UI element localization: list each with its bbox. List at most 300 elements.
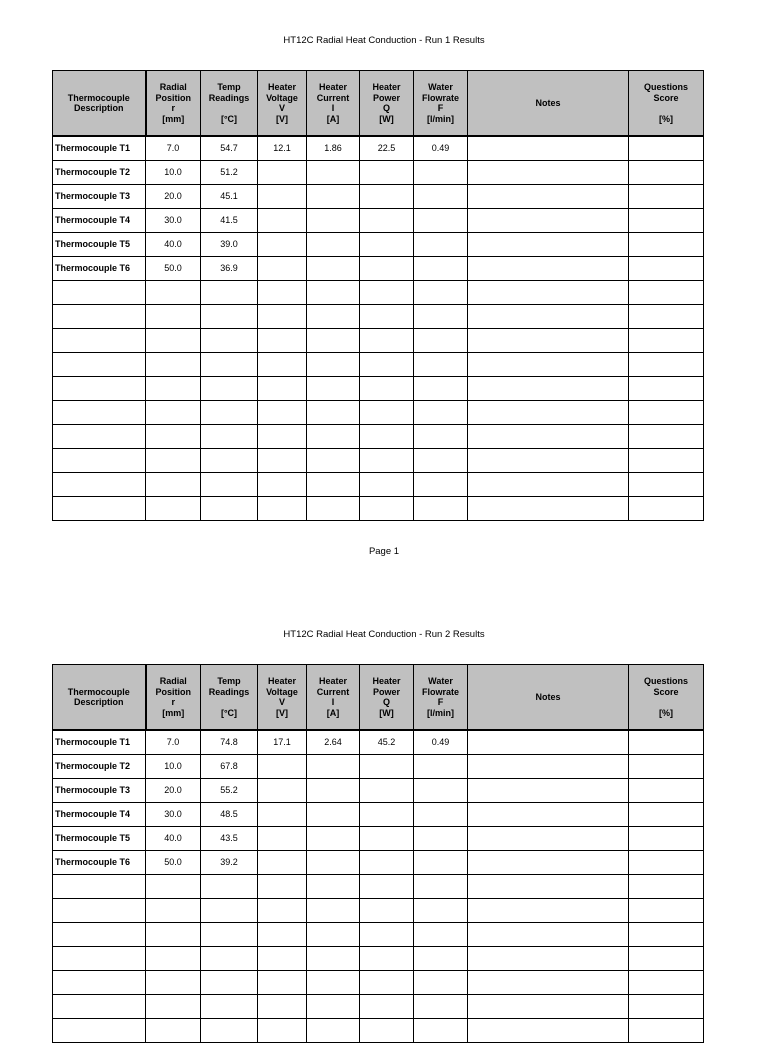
cell-heater-power (360, 376, 414, 400)
cell-heater-power (360, 802, 414, 826)
header-line: [l/min] (427, 707, 454, 718)
table-row (53, 826, 704, 850)
cell-heater-voltage (258, 850, 307, 874)
cell-heater-voltage (258, 208, 307, 232)
cell-heater-voltage (258, 304, 307, 328)
header-line: Questions (643, 82, 688, 92)
cell-temp-reading: 39.2 (201, 850, 258, 874)
cell-heater-voltage (258, 376, 307, 400)
cell-notes (468, 472, 629, 496)
cell-notes (468, 256, 629, 280)
cell-radial-position: 20.0 (146, 184, 201, 208)
cell-heater-power: 45.2 (360, 730, 414, 754)
table-row (53, 898, 704, 922)
cell-heater-voltage (258, 754, 307, 778)
header-line: Position (155, 92, 191, 103)
header-description (53, 665, 146, 731)
header-line (629, 103, 703, 114)
cell-heater-current (307, 304, 360, 328)
cell-temp-reading: 36.9 (201, 256, 258, 280)
header-line: Description (73, 103, 124, 113)
cell-water-flowrate (414, 874, 468, 898)
cell-notes (468, 304, 629, 328)
header-line: I (331, 103, 335, 113)
header-line: Flowrate (421, 92, 459, 103)
cell-temp-reading: 54.7 (201, 136, 258, 160)
cell-radial-position: 50.0 (146, 256, 201, 280)
table-row (53, 946, 704, 970)
cell-radial-position: 40.0 (146, 232, 201, 256)
cell-heater-current (307, 352, 360, 376)
table-row (53, 730, 704, 754)
cell-temp-reading: 55.2 (201, 778, 258, 802)
header-questions-score (629, 71, 704, 137)
cell-notes (468, 160, 629, 184)
table-row (53, 160, 704, 184)
cell-notes (468, 328, 629, 352)
cell-description (53, 328, 146, 352)
header-line: Description (73, 697, 124, 707)
cell-description: Thermocouple T1 (53, 730, 146, 754)
cell-heater-voltage (258, 826, 307, 850)
cell-radial-position (146, 946, 201, 970)
cell-heater-power (360, 400, 414, 424)
cell-water-flowrate (414, 424, 468, 448)
header-heater-current (307, 665, 360, 731)
cell-heater-voltage (258, 352, 307, 376)
cell-heater-voltage (258, 160, 307, 184)
table-row (53, 184, 704, 208)
table-row (53, 778, 704, 802)
header-line: Temp (217, 676, 241, 686)
cell-radial-position: 7.0 (146, 730, 201, 754)
cell-temp-reading (201, 424, 258, 448)
cell-questions-score (629, 898, 704, 922)
cell-questions-score (629, 352, 704, 376)
cell-questions-score (629, 970, 704, 994)
table-row (53, 424, 704, 448)
cell-description (53, 304, 146, 328)
header-line: Heater (372, 676, 401, 686)
cell-description: Thermocouple T6 (53, 256, 146, 280)
cell-description (53, 280, 146, 304)
cell-heater-current (307, 448, 360, 472)
cell-water-flowrate (414, 970, 468, 994)
header-water-flowrate (414, 71, 468, 137)
cell-description: Thermocouple T3 (53, 184, 146, 208)
header-line: V (278, 103, 285, 113)
header-heater-power (360, 665, 414, 731)
header-heater-current (307, 71, 360, 137)
cell-heater-power (360, 184, 414, 208)
cell-description: Thermocouple T3 (53, 778, 146, 802)
cell-heater-voltage (258, 184, 307, 208)
cell-water-flowrate (414, 448, 468, 472)
cell-radial-position (146, 1018, 201, 1042)
cell-water-flowrate (414, 946, 468, 970)
run1-title: HT12C Radial Heat Conduction - Run 1 Results (283, 35, 485, 46)
cell-questions-score (629, 946, 704, 970)
cell-water-flowrate (414, 496, 468, 520)
cell-questions-score (629, 922, 704, 946)
cell-heater-voltage (258, 898, 307, 922)
cell-radial-position (146, 994, 201, 1018)
cell-heater-current (307, 280, 360, 304)
cell-heater-power (360, 208, 414, 232)
cell-heater-power (360, 922, 414, 946)
cell-heater-voltage (258, 400, 307, 424)
cell-description (53, 970, 146, 994)
header-line: [°C] (220, 707, 238, 718)
cell-water-flowrate (414, 1018, 468, 1042)
table-row (53, 850, 704, 874)
cell-heater-current (307, 160, 360, 184)
cell-heater-power (360, 898, 414, 922)
cell-radial-position: 50.0 (146, 850, 201, 874)
cell-notes (468, 184, 629, 208)
header-line: Q (382, 697, 390, 707)
cell-notes (468, 400, 629, 424)
cell-heater-current (307, 376, 360, 400)
cell-notes (468, 352, 629, 376)
header-radial-position (146, 71, 201, 137)
header-radial-position (146, 665, 201, 731)
cell-water-flowrate (414, 328, 468, 352)
run2-results-table (52, 664, 704, 1043)
header-line: r (171, 697, 175, 707)
cell-radial-position (146, 922, 201, 946)
table-row (53, 232, 704, 256)
cell-notes (468, 448, 629, 472)
cell-heater-current (307, 970, 360, 994)
header-line: Water (428, 676, 453, 686)
cell-heater-current (307, 754, 360, 778)
cell-heater-current (307, 946, 360, 970)
cell-temp-reading (201, 376, 258, 400)
cell-notes (468, 874, 629, 898)
header-row (53, 71, 704, 137)
cell-water-flowrate (414, 472, 468, 496)
cell-description (53, 922, 146, 946)
cell-water-flowrate (414, 376, 468, 400)
cell-notes (468, 946, 629, 970)
cell-description: Thermocouple T2 (53, 160, 146, 184)
cell-questions-score (629, 208, 704, 232)
cell-water-flowrate: 0.49 (414, 730, 468, 754)
cell-heater-voltage (258, 328, 307, 352)
cell-heater-power (360, 256, 414, 280)
cell-notes (468, 970, 629, 994)
cell-water-flowrate (414, 232, 468, 256)
table-row (53, 208, 704, 232)
cell-temp-reading (201, 874, 258, 898)
header-line (201, 103, 257, 114)
cell-questions-score (629, 256, 704, 280)
header-notes (468, 665, 629, 731)
cell-description (53, 1018, 146, 1042)
cell-heater-voltage (258, 994, 307, 1018)
cell-heater-voltage (258, 424, 307, 448)
header-questions-score (629, 665, 704, 731)
header-line: Heater (318, 676, 347, 686)
header-notes (468, 71, 629, 137)
cell-description: Thermocouple T2 (53, 754, 146, 778)
cell-radial-position (146, 496, 201, 520)
cell-temp-reading (201, 352, 258, 376)
cell-water-flowrate (414, 400, 468, 424)
cell-water-flowrate (414, 754, 468, 778)
cell-temp-reading: 74.8 (201, 730, 258, 754)
cell-radial-position (146, 970, 201, 994)
cell-description (53, 472, 146, 496)
table-row (53, 400, 704, 424)
cell-radial-position: 10.0 (146, 754, 201, 778)
cell-notes (468, 826, 629, 850)
cell-questions-score (629, 874, 704, 898)
header-line: V (278, 697, 285, 707)
cell-questions-score (629, 280, 704, 304)
cell-questions-score (629, 304, 704, 328)
cell-water-flowrate (414, 304, 468, 328)
cell-notes (468, 898, 629, 922)
cell-notes (468, 754, 629, 778)
run2-title: HT12C Radial Heat Conduction - Run 2 Results (283, 629, 485, 640)
header-line: [%] (659, 113, 673, 124)
cell-questions-score (629, 778, 704, 802)
cell-water-flowrate (414, 352, 468, 376)
cell-temp-reading (201, 946, 258, 970)
cell-temp-reading (201, 922, 258, 946)
cell-heater-power (360, 850, 414, 874)
table-row (53, 754, 704, 778)
cell-heater-current (307, 184, 360, 208)
table-row (53, 304, 704, 328)
cell-description (53, 424, 146, 448)
cell-temp-reading (201, 328, 258, 352)
cell-water-flowrate (414, 826, 468, 850)
header-line: [W] (379, 707, 394, 718)
cell-radial-position: 20.0 (146, 778, 201, 802)
header-line: Thermocouple (67, 686, 130, 697)
cell-notes (468, 232, 629, 256)
cell-heater-power (360, 352, 414, 376)
header-line: [mm] (162, 113, 185, 124)
header-line: Temp (217, 82, 241, 92)
cell-heater-current (307, 874, 360, 898)
cell-questions-score (629, 1018, 704, 1042)
table-row (53, 994, 704, 1018)
cell-description (53, 874, 146, 898)
table-row (53, 802, 704, 826)
header-line: [mm] (162, 707, 185, 718)
header-line: Radial (159, 82, 187, 92)
cell-questions-score (629, 850, 704, 874)
header-line: Questions (643, 676, 688, 686)
cell-heater-voltage (258, 802, 307, 826)
header-line: [A] (326, 113, 340, 124)
cell-water-flowrate (414, 802, 468, 826)
header-heater-voltage (258, 665, 307, 731)
cell-temp-reading (201, 280, 258, 304)
cell-temp-reading: 41.5 (201, 208, 258, 232)
cell-questions-score (629, 802, 704, 826)
cell-notes (468, 376, 629, 400)
cell-questions-score (629, 730, 704, 754)
cell-heater-power (360, 160, 414, 184)
table-row (53, 280, 704, 304)
header-line: Water (428, 82, 453, 92)
table-row (53, 1018, 704, 1042)
table-row (53, 328, 704, 352)
header-description (53, 71, 146, 137)
cell-questions-score (629, 136, 704, 160)
cell-radial-position: 40.0 (146, 826, 201, 850)
cell-heater-voltage (258, 256, 307, 280)
cell-description: Thermocouple T5 (53, 826, 146, 850)
cell-questions-score (629, 472, 704, 496)
cell-notes (468, 922, 629, 946)
cell-water-flowrate (414, 898, 468, 922)
cell-temp-reading (201, 898, 258, 922)
cell-heater-power (360, 424, 414, 448)
cell-heater-voltage (258, 922, 307, 946)
header-line: Current (316, 686, 350, 697)
header-line: [W] (379, 113, 394, 124)
cell-heater-power (360, 232, 414, 256)
header-line: Voltage (266, 92, 298, 103)
header-heater-power (360, 71, 414, 137)
cell-water-flowrate (414, 208, 468, 232)
cell-description: Thermocouple T5 (53, 232, 146, 256)
cell-description: Thermocouple T1 (53, 136, 146, 160)
header-line: Power (372, 92, 400, 103)
header-line (201, 697, 257, 708)
cell-questions-score (629, 754, 704, 778)
cell-heater-current (307, 922, 360, 946)
cell-radial-position (146, 448, 201, 472)
cell-water-flowrate: 0.49 (414, 136, 468, 160)
cell-heater-current (307, 778, 360, 802)
cell-description (53, 400, 146, 424)
cell-description (53, 946, 146, 970)
cell-radial-position (146, 352, 201, 376)
run1-results-table (52, 70, 704, 521)
cell-radial-position (146, 424, 201, 448)
cell-water-flowrate (414, 850, 468, 874)
table-row (53, 472, 704, 496)
cell-questions-score (629, 232, 704, 256)
header-line: Flowrate (421, 686, 459, 697)
cell-questions-score (629, 496, 704, 520)
header-line: F (437, 697, 444, 707)
header-line: Radial (159, 676, 187, 686)
cell-heater-power (360, 472, 414, 496)
cell-radial-position (146, 280, 201, 304)
cell-heater-current (307, 496, 360, 520)
cell-heater-voltage (258, 970, 307, 994)
header-line: I (331, 697, 335, 707)
cell-heater-current (307, 1018, 360, 1042)
cell-description (53, 496, 146, 520)
cell-heater-current (307, 994, 360, 1018)
table-row (53, 136, 704, 160)
table-row (53, 352, 704, 376)
cell-heater-current: 2.64 (307, 730, 360, 754)
cell-heater-voltage (258, 496, 307, 520)
page-number: Page 1 (368, 546, 400, 557)
cell-notes (468, 730, 629, 754)
cell-heater-voltage (258, 448, 307, 472)
cell-description: Thermocouple T4 (53, 208, 146, 232)
cell-radial-position: 7.0 (146, 136, 201, 160)
header-line: Notes (535, 691, 561, 702)
cell-notes (468, 1018, 629, 1042)
cell-description (53, 376, 146, 400)
header-heater-voltage (258, 71, 307, 137)
cell-heater-current (307, 802, 360, 826)
cell-heater-voltage (258, 232, 307, 256)
cell-temp-reading (201, 496, 258, 520)
cell-water-flowrate (414, 778, 468, 802)
cell-notes (468, 136, 629, 160)
cell-questions-score (629, 160, 704, 184)
header-line: Score (653, 686, 679, 697)
cell-heater-current (307, 850, 360, 874)
cell-heater-voltage (258, 472, 307, 496)
cell-heater-current (307, 256, 360, 280)
cell-heater-power (360, 778, 414, 802)
cell-heater-voltage (258, 778, 307, 802)
cell-radial-position: 30.0 (146, 802, 201, 826)
cell-water-flowrate (414, 922, 468, 946)
header-row (53, 665, 704, 731)
cell-notes (468, 802, 629, 826)
cell-heater-power: 22.5 (360, 136, 414, 160)
cell-heater-power (360, 946, 414, 970)
table-row (53, 496, 704, 520)
cell-water-flowrate (414, 160, 468, 184)
cell-description: Thermocouple T4 (53, 802, 146, 826)
header-line: Current (316, 92, 350, 103)
header-line: Position (155, 686, 191, 697)
cell-water-flowrate (414, 280, 468, 304)
header-line: Readings (208, 92, 250, 103)
table-row (53, 922, 704, 946)
cell-radial-position (146, 328, 201, 352)
cell-temp-reading: 67.8 (201, 754, 258, 778)
header-line: Heater (318, 82, 347, 92)
cell-notes (468, 778, 629, 802)
cell-heater-power (360, 970, 414, 994)
header-line: Voltage (266, 686, 298, 697)
header-line: Score (653, 92, 679, 103)
cell-heater-voltage (258, 874, 307, 898)
cell-heater-voltage (258, 1018, 307, 1042)
cell-heater-power (360, 754, 414, 778)
header-line: Notes (535, 97, 561, 108)
cell-heater-current (307, 898, 360, 922)
cell-temp-reading (201, 970, 258, 994)
cell-water-flowrate (414, 994, 468, 1018)
header-line: [V] (276, 113, 288, 124)
cell-questions-score (629, 328, 704, 352)
cell-radial-position (146, 472, 201, 496)
header-line: Thermocouple (67, 92, 130, 103)
cell-heater-current (307, 208, 360, 232)
cell-heater-current (307, 400, 360, 424)
cell-heater-current (307, 328, 360, 352)
cell-heater-power (360, 994, 414, 1018)
